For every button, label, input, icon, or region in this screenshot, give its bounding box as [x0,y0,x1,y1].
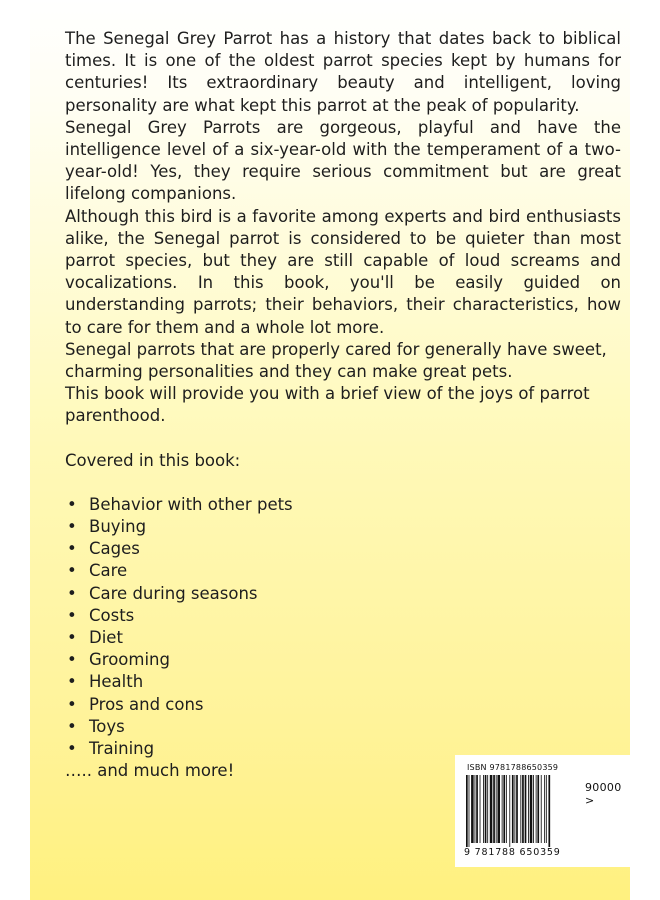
ean-digits: 9 781788 650359 [464,847,561,858]
list-item: • Cages [65,538,621,560]
cover-text [65,28,621,782]
list-item: • Grooming [65,649,621,671]
list-item: • Behavior with other pets [65,494,621,516]
book-back-cover [30,0,630,900]
price-code: 90000 > [585,781,622,807]
list-item: • Care during seasons [65,583,621,605]
barcode-box [455,755,633,867]
paragraph-history: The Senegal Grey Parrot has a history that dates back to biblical times. It is one of the oldest parrot species kept by humans for centuries! Its extraordinary beauty and intelligent, loving personality are what kept this parrot at the peak of popularity. [65,29,621,115]
list-item: • Health [65,671,621,693]
closing-line: ….. and much more! [65,761,235,781]
list-item: • Buying [65,516,621,538]
topics-list [65,494,621,760]
list-item: • Pros and cons [65,694,621,716]
paragraph-temperament: Senegal Grey Parrots are gorgeous, playful and have the intelligence level of a six-year-old with the temperament of a two-year-old! Yes, they require serious commitment but are great lifelong companions. [65,117,621,204]
list-item: • Diet [65,627,621,649]
isbn-label: ISBN 9781788650359 [467,763,559,772]
list-item: • Costs [65,605,621,627]
list-item: • Care [65,560,621,582]
paragraph-book-guide: Although this bird is a favorite among experts and bird enthusiasts alike, the Senegal parrot is considered to be quieter than most parrot species, but they are still capable of loud screams and vocalizations. In this book, you'll be easily guided on understanding parrots; their behaviors, their characteristics, how to care for them and a whole lot more. [65,206,621,337]
barcode-icon [465,775,577,847]
list-item: • Toys [65,716,621,738]
paragraph-parenthood: This book will provide you with a brief view of the joys of parrot parenthood. [65,384,590,426]
list-item: • Training [65,738,621,760]
covered-heading: Covered in this book: [65,450,241,470]
paragraph-pets: Senegal parrots that are properly cared for generally have sweet, charming personalities and they can make great pets. [65,339,607,382]
